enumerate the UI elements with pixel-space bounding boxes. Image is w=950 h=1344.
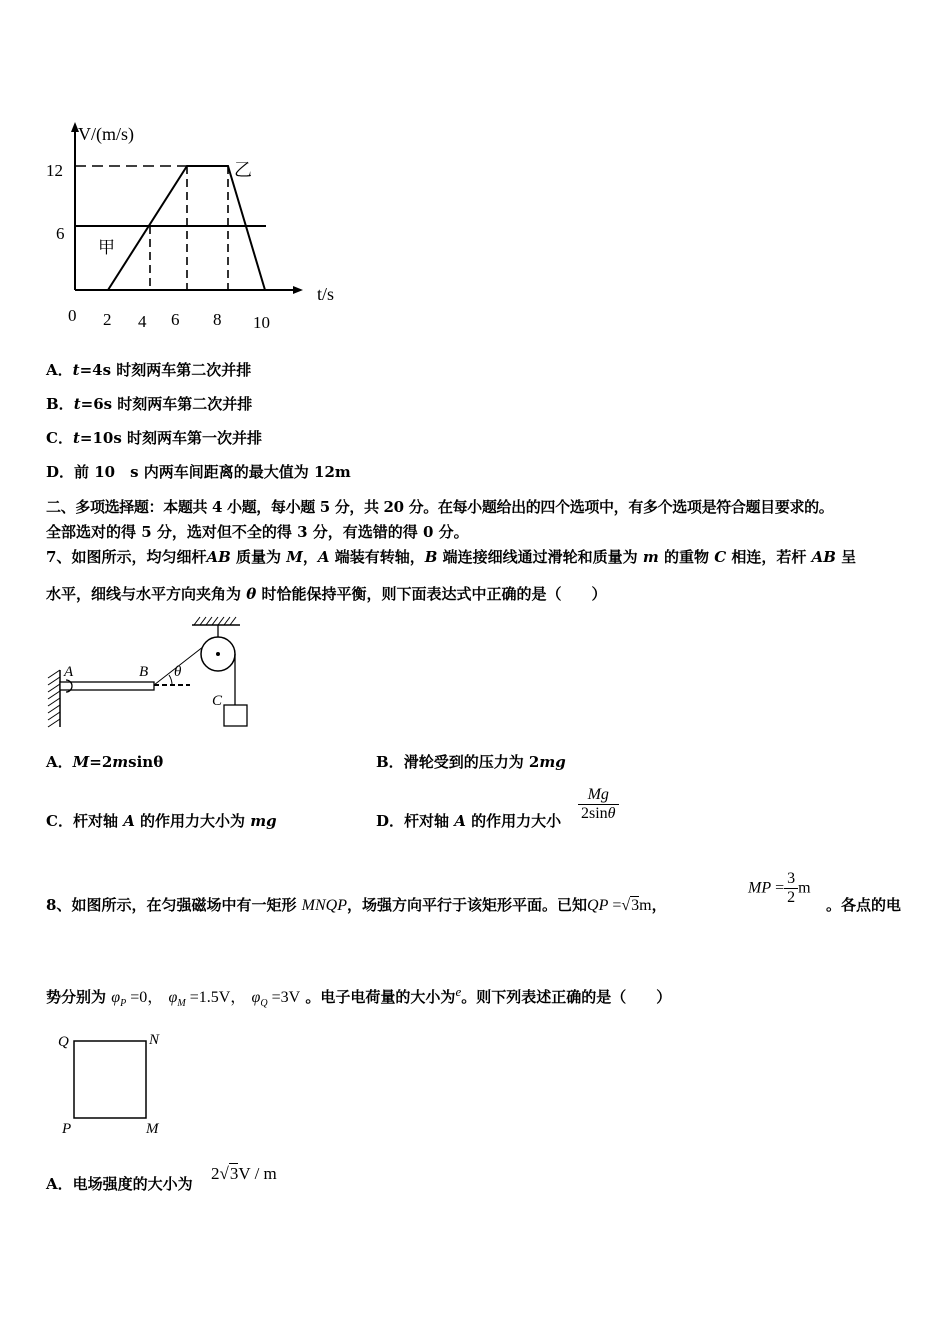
q8-rectangle-figure: [55, 1028, 175, 1140]
weight-c: [224, 705, 247, 726]
q8-option-a[interactable]: A．电场强度的大小为: [46, 1175, 193, 1193]
q7-option-a[interactable]: A．M=2msinθ: [46, 753, 164, 771]
x-tick-4: 4: [138, 312, 147, 331]
x-tick-10: 10: [253, 313, 270, 332]
q8-stem-line1-end: 。各点的电: [826, 896, 902, 914]
q8-mp-expression: MP = $\frac{3}{2}$ m: [748, 870, 811, 906]
x-tick-6: 6: [171, 310, 180, 329]
q8-option-a-value: 2√3V / m: [211, 1164, 277, 1183]
q7-stem-line1: 7、如图所示，均匀细杆AB 质量为 M，A 端装有转轴，B 端连接细线通过滑轮和质量为 m 的重物 C 相连，若杆 AB 呈: [46, 548, 857, 566]
q7-option-c[interactable]: C．杆对轴 A 的作用力大小为 mg: [46, 812, 277, 830]
q6-option-c[interactable]: C．t=10s 时刻两车第一次并排: [46, 429, 263, 447]
q7-option-b[interactable]: B．滑轮受到的压力为 2mg: [376, 753, 566, 771]
label-a: A: [64, 664, 74, 680]
label-theta: θ: [174, 664, 182, 680]
label-n: N: [149, 1032, 160, 1048]
label-jia: 甲: [98, 238, 115, 257]
q7-rod-pulley-figure: [42, 612, 257, 732]
label-b: B: [139, 664, 149, 680]
theta-arc: [169, 675, 172, 685]
q6-option-d[interactable]: D．前 10 s 内两车间距离的最大值为 12m: [46, 463, 351, 481]
q8-stem-line2: 势分别为 $\varphi_P =0$， $\varphi_M =1.5V$， $\varphi_Q =3V$ 。电子电荷量的大小为$^e$。则下列表述正确的是（ ）: [46, 984, 672, 1009]
label-yi: 乙: [234, 160, 252, 180]
label-p: P: [62, 1121, 72, 1137]
q6-option-a[interactable]: A．t=4s 时刻两车第二次并排: [46, 361, 252, 379]
section2-instructions-line1: 二、多项选择题：本题共 4 小题，每小题 5 分，共 20 分。在每小题给出的四个选项中，有多个选项是符合题目要求的。: [46, 498, 834, 516]
label-m: M: [146, 1121, 159, 1137]
rectangle-mnqp: [74, 1041, 146, 1118]
velocity-time-chart: [40, 118, 360, 340]
x-tick-2: 2: [103, 310, 112, 329]
y-tick-12: 12: [46, 161, 63, 180]
label-q: Q: [58, 1034, 69, 1050]
x-tick-0: 0: [68, 306, 77, 325]
section2-instructions-line2: 全部选对的得 5 分，选对但不全的得 3 分，有选错的得 0 分。: [46, 523, 469, 541]
y-tick-6: 6: [56, 224, 65, 243]
x-axis-label: t/s: [317, 284, 335, 304]
q6-option-b[interactable]: B．t=6s 时刻两车第二次并排: [46, 395, 253, 413]
x-tick-8: 8: [213, 310, 222, 329]
pulley-axle: [216, 652, 220, 656]
x-axis-arrow: [293, 286, 303, 294]
wall-hatching: [48, 670, 60, 727]
q7-stem-line2: 水平，细线与水平方向夹角为 θ 时恰能保持平衡，则下面表达式中正确的是（ ）: [46, 585, 607, 603]
rod-ab: [60, 682, 154, 690]
y-axis-label: V/(m/s): [78, 124, 134, 144]
label-c: C: [212, 693, 223, 709]
q7-option-d[interactable]: D．杆对轴 A 的作用力大小: [376, 812, 562, 830]
ceiling-hatching: [194, 617, 236, 625]
q7-option-d-fraction: $\frac{Mg}{2\sin\theta}$: [578, 786, 619, 823]
q8-stem-line1: 8、如图所示，在匀强磁场中有一矩形 MNQP，场强方向平行于该矩形平面。已知QP =√3m，: [46, 896, 667, 914]
